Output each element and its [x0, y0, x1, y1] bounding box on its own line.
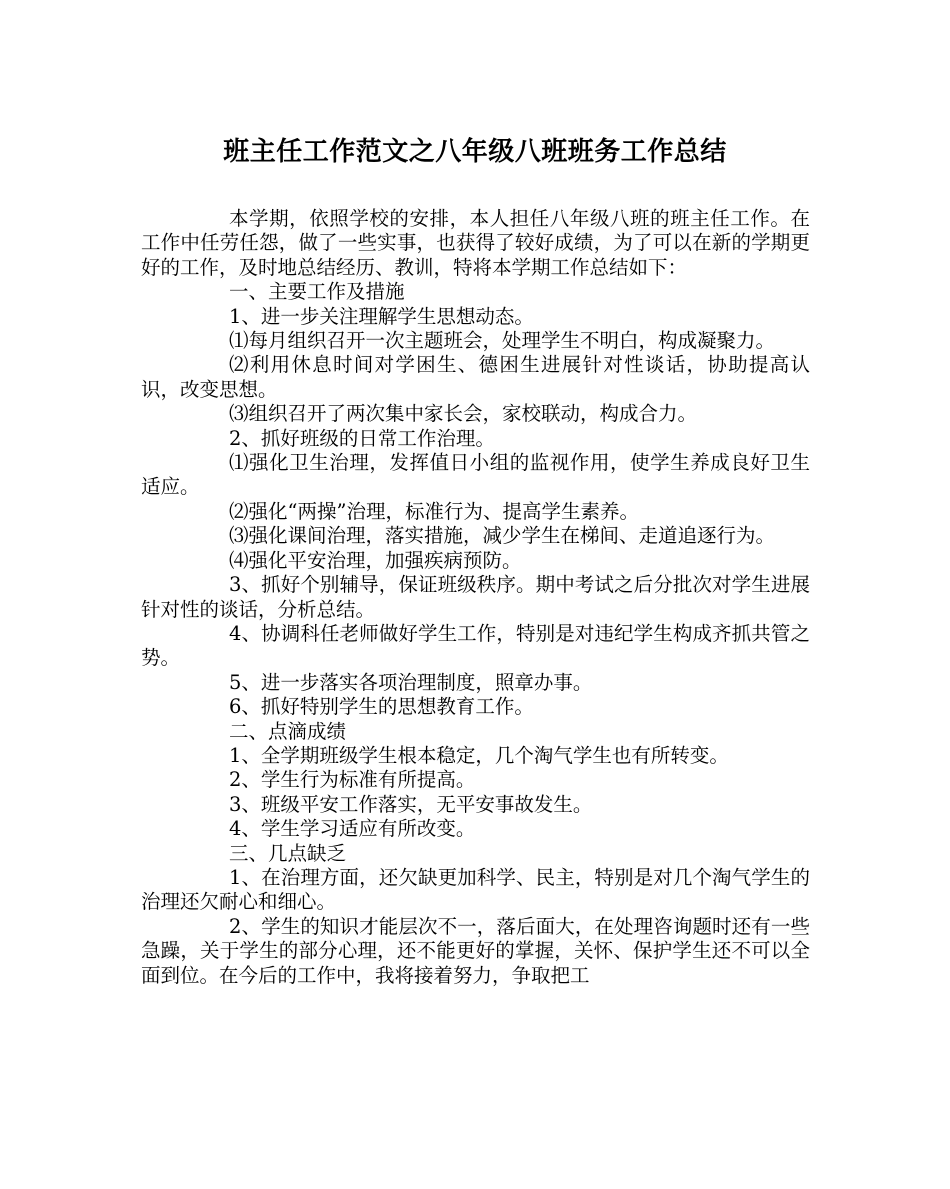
list-item: 2、抓好班级的日常工作治理。	[229, 426, 495, 450]
list-item: ⑵利用休息时间对学困生、德困生进展针对性谈话，协助提高认识，改变思想。	[141, 353, 810, 401]
list-item: 2、学生行为标准有所提高。	[229, 768, 476, 792]
list-item: ⑷强化平安治理，加强疾病预防。	[229, 548, 522, 572]
document-body	[141, 207, 810, 988]
paragraph-intro: 本学期，依照学校的安排，本人担任八年级八班的班主任工作。在工作中任劳任怨，做了一些实事，也获得了较好成绩，为了可以在新的学期更好的工作，及时地总结经历、教训，特将本学期工作总结如下：	[141, 207, 810, 279]
list-item: ⑴每月组织召开一次主题班会，处理学生不明白，构成凝聚力。	[229, 329, 776, 353]
list-item: 3、班级平安工作落实，无平安事故发生。	[229, 792, 593, 816]
list-item: 4、学生学习适应有所改变。	[229, 817, 476, 841]
list-item: ⑵强化“两操”治理，标准行为、提高学生素养。	[229, 499, 639, 523]
list-item: ⑶强化课间治理，落实措施，减少学生在梯间、走道追逐行为。	[229, 524, 776, 548]
document-title: 班主任工作范文之八年级八班班务工作总结	[223, 137, 727, 167]
list-item: ⑶组织召开了两次集中家长会，家校联动，构成合力。	[229, 402, 698, 426]
list-item: 2、学生的知识才能层次不一，落后面大，在处理咨询题时还有一些急躁，关于学生的部分心理，还不能更好的掌握，关怀、保护学生还不可以全面到位。在今后的工作中，我将接着努力，争取把工	[141, 914, 810, 987]
list-item: 1、在治理方面，还欠缺更加科学、民主，特别是对几个淘气学生的治理还欠耐心和细心。	[141, 865, 810, 914]
list-item: 1、全学期班级学生根本稳定，几个淘气学生也有所转变。	[229, 743, 729, 767]
list-item: 1、进一步关注理解学生思想动态。	[229, 304, 534, 328]
section-heading-3: 三、几点缺乏	[229, 841, 347, 865]
list-item: 4、协调科任老师做好学生工作，特别是对违纪学生构成齐抓共管之势。	[141, 621, 810, 670]
section-heading-2: 二、点滴成绩	[229, 719, 347, 743]
list-item: 6、抓好特别学生的思想教育工作。	[229, 695, 534, 719]
list-item: 3、抓好个别辅导，保证班级秩序。期中考试之后分批次对学生进展针对性的谈话，分析总结。	[141, 573, 810, 621]
section-heading-1: 一、主要工作及措施	[229, 280, 405, 304]
list-item: ⑴强化卫生治理，发挥值日小组的监视作用，使学生养成良好卫生适应。	[141, 451, 810, 499]
list-item: 5、进一步落实各项治理制度，照章办事。	[229, 670, 593, 694]
